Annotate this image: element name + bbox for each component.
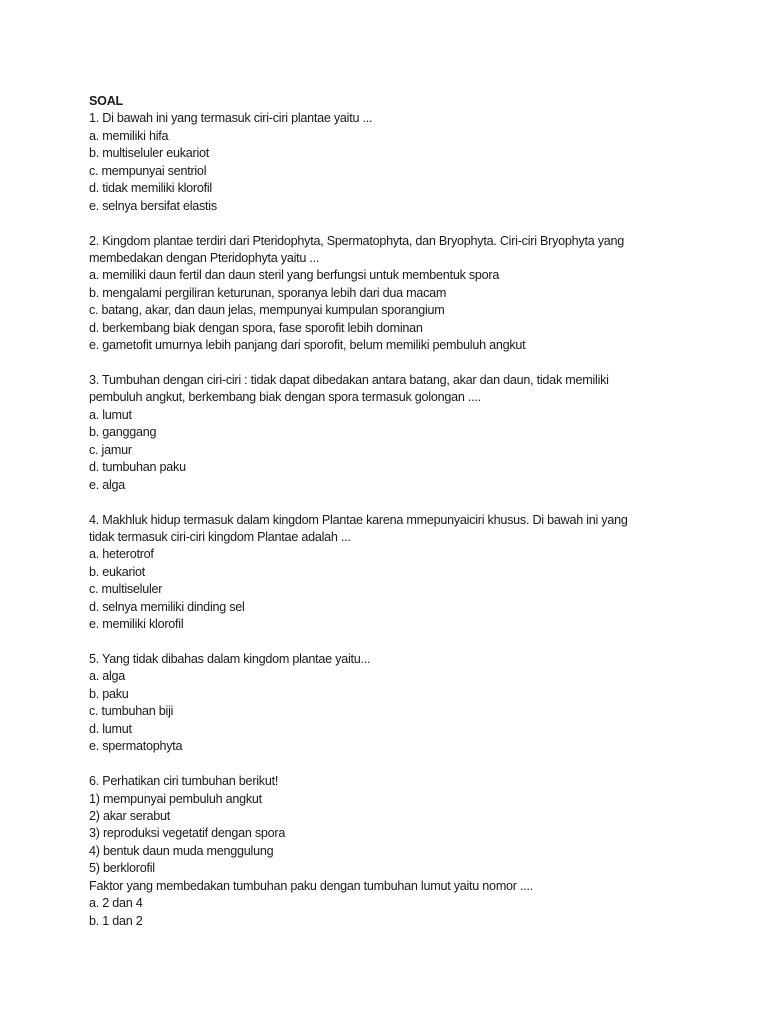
question-5 (89, 651, 689, 756)
question-6 (89, 773, 689, 930)
answer-option: e. memiliki klorofil (89, 617, 184, 632)
question-4 (89, 512, 689, 634)
answer-option: a. lumut (89, 407, 132, 422)
answer-option: e. alga (89, 477, 126, 492)
answer-option: b. paku (89, 686, 129, 701)
answer-option: a. memiliki hifa (89, 128, 169, 143)
question-1 (89, 110, 689, 215)
answer-option: c. tumbuhan biji (89, 704, 174, 719)
question-text: Faktor yang membedakan tumbuhan paku dengan tumbuhan lumut yaitu nomor .... (89, 878, 533, 893)
answer-option: a. heterotrof (89, 547, 154, 562)
answer-option: d. lumut (89, 721, 132, 736)
answer-option: d. tidak memiliki klorofil (89, 181, 212, 196)
answer-option: a. 2 dan 4 (89, 896, 143, 911)
question-3 (89, 372, 689, 494)
statement-item: 4) bentuk daun muda menggulung (89, 843, 274, 858)
question-text: 3. Tumbuhan dengan ciri-ciri : tidak dapat dibedakan antara batang, akar dan daun, tidak memiliki (89, 373, 609, 387)
question-text: 2. Kingdom plantae terdiri dari Pteridophyta, Spermatophyta, dan Bryophyta. Ciri-ciri Bryophyta yang (89, 233, 625, 248)
statement-item: 3) reproduksi vegetatif dengan spora (89, 826, 286, 841)
answer-option: b. ganggang (89, 425, 157, 440)
answer-option: d. selnya memiliki dinding sel (89, 599, 245, 614)
answer-option: e. spermatophyta (89, 739, 183, 754)
answer-option: b. mengalami pergiliran keturunan, sporanya lebih dari dua macam (89, 285, 447, 300)
question-text: tidak termasuk ciri-ciri kingdom Plantae adalah ... (89, 529, 351, 544)
question-text: 1. Di bawah ini yang termasuk ciri-ciri plantae yaitu ... (89, 111, 373, 126)
document-page (89, 93, 689, 930)
answer-option: c. multiseluler (89, 582, 163, 597)
question-2 (89, 233, 689, 355)
answer-option: b. eukariot (89, 564, 146, 579)
answer-option: a. memiliki daun fertil dan daun steril yang berfungsi untuk membentuk spora (89, 268, 500, 283)
answer-option: c. batang, akar, dan daun jelas, mempunyai kumpulan sporangium (89, 303, 445, 318)
document-title: SOAL (89, 94, 123, 108)
question-text: membedakan dengan Pteridophyta yaitu ... (89, 250, 320, 265)
statement-item: 2) akar serabut (89, 808, 170, 823)
answer-option: c. jamur (89, 442, 132, 457)
question-text: 5. Yang tidak dibahas dalam kingdom plantae yaitu... (89, 652, 371, 666)
statement-item: 1) mempunyai pembuluh angkut (89, 791, 262, 806)
answer-option: d. tumbuhan paku (89, 460, 186, 475)
answer-option: b. 1 dan 2 (89, 913, 143, 928)
answer-option: b. multiseluler eukariot (89, 146, 209, 161)
question-text: 4. Makhluk hidup termasuk dalam kingdom Plantae karena mmepunyaiciri khusus. Di bawah ini yang (89, 512, 628, 527)
answer-option: e. selnya bersifat elastis (89, 198, 217, 213)
question-stem: 6. Perhatikan ciri tumbuhan berikut! (89, 774, 279, 789)
answer-option: e. gametofit umurnya lebih panjang dari sporofit, belum memiliki pembuluh angkut (89, 338, 526, 353)
answer-option: c. mempunyai sentriol (89, 163, 207, 178)
answer-option: d. berkembang biak dengan spora, fase sporofit lebih dominan (89, 320, 423, 335)
answer-option: a. alga (89, 669, 126, 684)
statement-item: 5) berklorofil (89, 861, 155, 876)
question-text: pembuluh angkut, berkembang biak dengan spora termasuk golongan .... (89, 390, 481, 405)
